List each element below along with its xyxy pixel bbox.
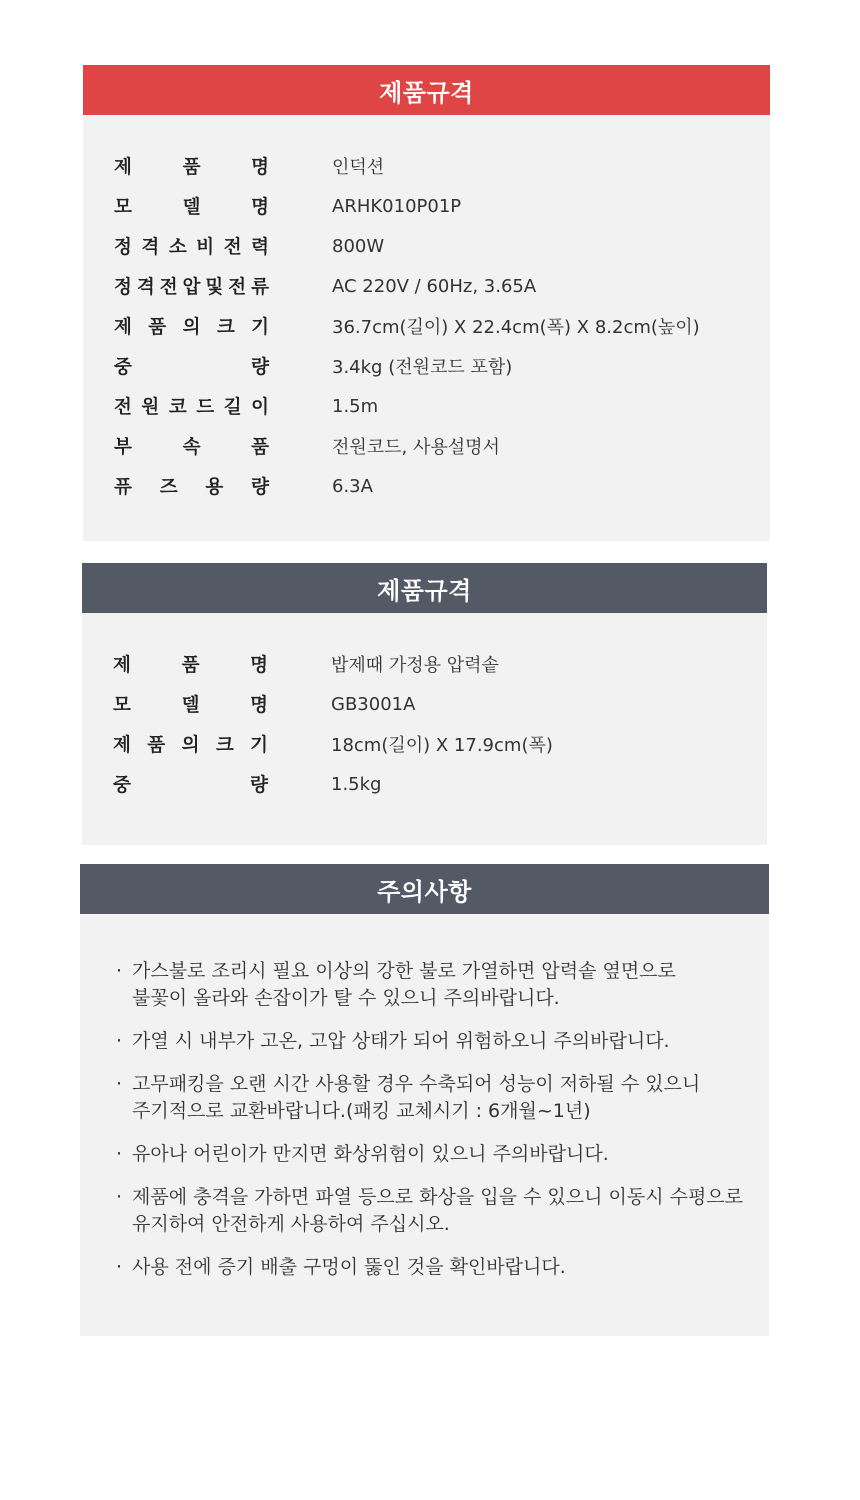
spec-label-char: 크 bbox=[215, 735, 234, 756]
spec-list-induction bbox=[114, 146, 754, 506]
spec-label-char: 명 bbox=[250, 655, 268, 676]
spec-label-char: 량 bbox=[250, 775, 268, 796]
caution-line: 제품에 충격을 가하면 파열 등으로 화상을 입을 수 있으니 이동시 수평으로 bbox=[132, 1186, 744, 1208]
spec-label-char: 량 bbox=[251, 477, 269, 498]
spec-label-char: 즈 bbox=[159, 477, 178, 498]
bullet-dot-icon: · bbox=[116, 1143, 123, 1165]
spec-value: 800W bbox=[332, 235, 385, 257]
spec-value: AC 220V / 60Hz, 3.65A bbox=[332, 275, 537, 297]
spec-label bbox=[114, 433, 269, 459]
spec-label-char: 압 bbox=[182, 277, 201, 298]
spec-label-char: 퓨 bbox=[114, 477, 132, 498]
caution-line: 고무패킹을 오랜 시간 사용할 경우 수축되어 성능이 저하될 수 있으니 bbox=[132, 1073, 701, 1095]
bullet-dot-icon: · bbox=[116, 960, 123, 982]
spec-label-char: 중 bbox=[113, 775, 131, 796]
spec-row bbox=[114, 226, 754, 266]
caution-line: 유지하여 안전하게 사용하여 주십시오. bbox=[132, 1213, 450, 1235]
caution-line: 불꽃이 올라와 손잡이가 탈 수 있으니 주의바랍니다. bbox=[132, 987, 560, 1009]
spec-label-char: 속 bbox=[182, 437, 201, 458]
spec-label-char: 명 bbox=[251, 157, 269, 178]
spec-label-char: 류 bbox=[251, 277, 269, 298]
caution-item bbox=[116, 1141, 756, 1168]
spec-panel-induction-title: 제품규격 bbox=[83, 65, 770, 115]
spec-label-char: 이 bbox=[251, 397, 269, 418]
spec-label bbox=[114, 153, 269, 179]
spec-label-char: 모 bbox=[113, 695, 131, 716]
spec-row bbox=[114, 146, 754, 186]
spec-label-char: 소 bbox=[168, 237, 187, 258]
spec-label-char: 델 bbox=[181, 695, 200, 716]
spec-label-char: 전 bbox=[114, 397, 132, 418]
spec-label-char: 전 bbox=[223, 237, 242, 258]
spec-label bbox=[114, 393, 269, 419]
spec-label-char: 기 bbox=[251, 317, 269, 338]
caution-line: 사용 전에 증기 배출 구멍이 뚫인 것을 확인바랍니다. bbox=[132, 1256, 566, 1278]
spec-label-char: 및 bbox=[205, 277, 224, 298]
spec-panel-pressure-cooker bbox=[82, 563, 767, 845]
spec-label bbox=[114, 473, 269, 499]
spec-row bbox=[114, 386, 754, 426]
spec-value: 밥제때 가정용 압력솥 bbox=[331, 655, 499, 676]
spec-value: 1.5m bbox=[332, 395, 379, 417]
spec-label-char: 부 bbox=[114, 437, 132, 458]
spec-row bbox=[113, 684, 753, 724]
bullet-dot-icon: · bbox=[116, 1030, 123, 1052]
spec-value: 1.5kg bbox=[331, 773, 382, 795]
spec-label-char: 의 bbox=[181, 735, 200, 756]
caution-list bbox=[116, 958, 756, 1297]
spec-label bbox=[114, 313, 269, 339]
spec-label bbox=[113, 651, 268, 677]
spec-row bbox=[114, 346, 754, 386]
caution-line: 가스불로 조리시 필요 이상의 강한 불로 가열하면 압력솥 옆면으로 bbox=[132, 960, 676, 982]
spec-label bbox=[114, 353, 269, 379]
spec-label bbox=[113, 691, 268, 717]
caution-panel-title: 주의사항 bbox=[80, 864, 769, 914]
spec-label-char: 력 bbox=[251, 237, 269, 258]
spec-value: 36.7cm(길이) X 22.4cm(폭) X 8.2cm(높이) bbox=[332, 317, 700, 338]
spec-label-char: 크 bbox=[216, 317, 235, 338]
spec-label-char: 품 bbox=[182, 157, 201, 178]
spec-row bbox=[114, 466, 754, 506]
spec-value: 인덕션 bbox=[332, 157, 385, 178]
caution-item bbox=[116, 1184, 756, 1238]
spec-value: 전원코드, 사용설명서 bbox=[332, 437, 500, 458]
spec-row bbox=[114, 306, 754, 346]
spec-row bbox=[114, 266, 754, 306]
caution-line: 주기적으로 교환바랍니다.(패킹 교체시기 : 6개월~1년) bbox=[132, 1100, 591, 1122]
spec-value: 3.4kg (전원코드 포함) bbox=[332, 357, 513, 378]
caution-item bbox=[116, 958, 756, 1012]
spec-label-char: 정 bbox=[114, 277, 132, 298]
spec-row bbox=[114, 426, 754, 466]
spec-panel-induction bbox=[83, 65, 770, 541]
spec-label-char: 드 bbox=[196, 397, 215, 418]
spec-label bbox=[114, 233, 269, 259]
spec-label bbox=[113, 731, 268, 757]
spec-label bbox=[114, 193, 269, 219]
spec-value: 6.3A bbox=[332, 475, 373, 497]
bullet-dot-icon: · bbox=[116, 1256, 123, 1278]
spec-label-char: 품 bbox=[147, 735, 166, 756]
caution-item bbox=[116, 1071, 756, 1125]
bullet-dot-icon: · bbox=[116, 1186, 123, 1208]
spec-label-char: 코 bbox=[168, 397, 187, 418]
spec-value: ARHK010P01P bbox=[332, 195, 462, 217]
spec-label-char: 정 bbox=[114, 237, 132, 258]
spec-label-char: 원 bbox=[141, 397, 160, 418]
spec-label-char: 명 bbox=[251, 197, 269, 218]
spec-row bbox=[113, 644, 753, 684]
spec-row bbox=[113, 764, 753, 804]
spec-label-char: 비 bbox=[196, 237, 215, 258]
spec-label-char: 품 bbox=[181, 655, 200, 676]
spec-label-char: 제 bbox=[114, 317, 132, 338]
spec-label-char: 기 bbox=[250, 735, 268, 756]
spec-panel-pressure-cooker-title: 제품규격 bbox=[82, 563, 767, 613]
caution-line: 가열 시 내부가 고온, 고압 상태가 되어 위험하오니 주의바랍니다. bbox=[132, 1030, 670, 1052]
caution-item bbox=[116, 1028, 756, 1055]
spec-label bbox=[114, 273, 269, 299]
caution-item bbox=[116, 1254, 756, 1281]
spec-label-char: 량 bbox=[251, 357, 269, 378]
spec-label-char: 제 bbox=[113, 735, 131, 756]
spec-label-char: 길 bbox=[223, 397, 242, 418]
spec-row bbox=[114, 186, 754, 226]
spec-label-char: 용 bbox=[205, 477, 224, 498]
spec-label-char: 모 bbox=[114, 197, 132, 218]
spec-label-char: 델 bbox=[182, 197, 201, 218]
spec-label-char: 품 bbox=[251, 437, 269, 458]
spec-label-char: 품 bbox=[148, 317, 167, 338]
spec-label bbox=[113, 771, 268, 797]
spec-label-char: 의 bbox=[182, 317, 201, 338]
spec-row bbox=[113, 724, 753, 764]
caution-panel bbox=[80, 864, 769, 1336]
spec-label-char: 중 bbox=[114, 357, 132, 378]
spec-label-char: 전 bbox=[159, 277, 178, 298]
spec-list-pressure-cooker bbox=[113, 644, 753, 804]
spec-label-char: 격 bbox=[141, 237, 160, 258]
spec-label-char: 격 bbox=[136, 277, 155, 298]
spec-value: 18cm(길이) X 17.9cm(폭) bbox=[331, 735, 553, 756]
spec-label-char: 제 bbox=[114, 157, 132, 178]
spec-value: GB3001A bbox=[331, 693, 416, 715]
spec-label-char: 명 bbox=[250, 695, 268, 716]
bullet-dot-icon: · bbox=[116, 1073, 123, 1095]
spec-label-char: 제 bbox=[113, 655, 131, 676]
caution-line: 유아나 어린이가 만지면 화상위험이 있으니 주의바랍니다. bbox=[132, 1143, 609, 1165]
spec-label-char: 전 bbox=[228, 277, 247, 298]
